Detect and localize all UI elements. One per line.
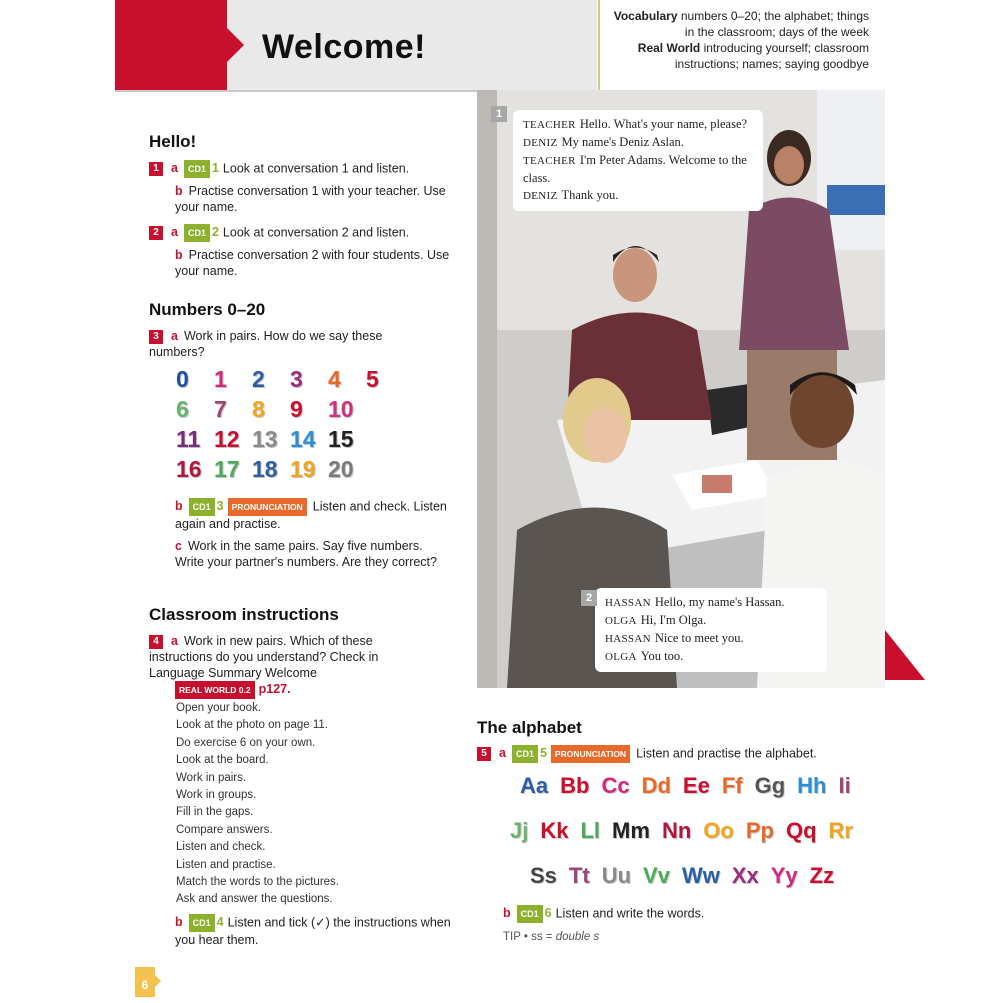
exercise-text: Practise conversation 2 with four students. Use your name. [175, 248, 450, 278]
vocab-content: numbers 0–20; the alphabet; things in the classroom; days of the week [680, 9, 869, 39]
exercise-letter: b [175, 248, 183, 262]
alphabet-letter-pair: Mm [612, 818, 650, 843]
cd-track: 1 [211, 161, 219, 176]
dialogue-text: Nice to meet you. [654, 631, 744, 645]
alphabet-letter-pair: Qq [785, 818, 817, 843]
alphabet-letter-pair: Nn [661, 818, 692, 843]
cd-badge: CD1 [189, 498, 215, 516]
conversation-2-lines [605, 594, 817, 666]
alphabet-row-2 [510, 818, 853, 844]
alphabet-letter-pair: Tt [568, 863, 590, 888]
alphabet-letter-pair: Yy [770, 863, 798, 888]
conversation-1-number: 1 [491, 106, 507, 122]
number-glyph: 17 [214, 456, 240, 482]
number-glyph: 16 [176, 456, 202, 482]
dialogue-text: Hello. What's your name, please? [579, 117, 748, 131]
speaker-name: TEACHER [523, 119, 576, 131]
number-glyph: 19 [290, 456, 316, 482]
cd-badge: CD1 [189, 914, 215, 932]
exercise-text: Work in new pairs. Which of these instructions do you understand? Check in Language Summary Welcome [149, 634, 379, 680]
tip-italic: double s [555, 931, 600, 943]
dialogue-text: My name's Deniz Aslan. [561, 135, 684, 149]
instruction-item: Look at the photo on page 11. [176, 719, 328, 732]
conversation-1-lines [523, 116, 753, 205]
number-glyph: 14 [290, 426, 316, 452]
number-glyph: 10 [328, 396, 354, 422]
numbers-row [176, 366, 406, 396]
page-title: Welcome! [262, 28, 426, 66]
cd-track: 2 [211, 225, 219, 240]
dialogue-line [523, 152, 753, 187]
speaker-name: DENIZ [523, 190, 558, 202]
alphabet-letter-pair: Ll [580, 818, 601, 843]
page-number-arrow [155, 975, 161, 987]
instruction-list [176, 700, 339, 909]
exercise-number: 4 [149, 635, 163, 649]
dialogue-line [605, 594, 817, 612]
tip-note [503, 929, 599, 945]
pronunciation-badge: PRONUNCIATION [551, 745, 630, 763]
pronunciation-badge: PRONUNCIATION [228, 498, 307, 516]
alphabet-letter-pair: Kk [540, 818, 569, 843]
exercise-letter: a [171, 225, 178, 240]
number-glyph: 20 [328, 456, 354, 482]
red-corner-shape [885, 620, 1000, 680]
tip-text: • ss = [523, 931, 556, 943]
number-glyph: 9 [290, 396, 303, 422]
instruction-item: Compare answers. [176, 823, 273, 836]
conversation-2-bubble [595, 588, 827, 672]
exercise-number: 2 [149, 226, 163, 240]
alphabet-letter-pair: Aa [520, 773, 549, 798]
speaker-name: DENIZ [523, 137, 558, 149]
alphabet-letter-pair: Rr [828, 818, 853, 843]
alphabet-letter-pair: Ii [838, 773, 851, 798]
numbers-row [176, 396, 406, 426]
alphabet-heading: The alphabet [477, 718, 582, 737]
exercise-1b [175, 183, 450, 215]
number-glyph: 12 [214, 426, 240, 452]
alphabet-row-3 [530, 863, 834, 889]
exercise-letter: b [175, 915, 183, 930]
numbers-row [176, 456, 406, 486]
exercise-letter: b [175, 184, 183, 198]
alphabet-letter-pair: Pp [745, 818, 774, 843]
vocab-box [598, 0, 887, 90]
exercise-letter: a [171, 634, 178, 648]
instruction-item: Listen and practise. [176, 858, 276, 871]
dialogue-line [605, 630, 817, 648]
alphabet-letter-pair: Bb [560, 773, 590, 798]
dialogue-text: Hi, I'm Olga. [640, 613, 707, 627]
alphabet-letter-pair: Ww [681, 863, 720, 888]
alphabet-letter-pair: Vv [643, 863, 670, 888]
classroom-heading: Classroom instructions [149, 605, 339, 624]
instruction-item: Work in groups. [176, 789, 257, 802]
real-world-badge: REAL WORLD 0.2 [175, 681, 255, 699]
exercise-text: Work in the same pairs. Say five numbers. Write your partner's numbers. Are they correct? [175, 539, 437, 569]
dialogue-line [523, 134, 753, 152]
number-glyph: 8 [252, 396, 265, 422]
numbers-heading: Numbers 0–20 [149, 300, 266, 319]
conversation-1-bubble [513, 110, 763, 211]
number-glyph: 4 [328, 366, 341, 392]
exercise-letter: c [175, 539, 182, 553]
exercise-text: Look at conversation 1 and listen. [222, 161, 410, 176]
exercise-text: Look at conversation 2 and listen. [222, 225, 410, 240]
alphabet-letter-pair: Ff [721, 773, 743, 798]
exercise-4b [175, 914, 455, 948]
alphabet-letter-pair: Zz [809, 863, 835, 888]
exercise-number: 1 [149, 162, 163, 176]
exercise-3b [175, 498, 450, 532]
instruction-item: Listen and check. [176, 841, 266, 854]
instruction-item: Ask and answer the questions. [176, 893, 333, 906]
dialogue-text: You too. [640, 649, 684, 663]
dialogue-text: Hello, my name's Hassan. [654, 595, 785, 609]
instruction-item: Match the words to the pictures. [176, 876, 339, 889]
number-glyph: 7 [214, 396, 227, 422]
cd-badge: CD1 [512, 745, 538, 763]
number-glyph: 6 [176, 396, 189, 422]
page-number: 6 [135, 967, 155, 997]
vocab-text [609, 8, 869, 72]
number-glyph: 3 [290, 366, 303, 392]
exercise-text: Listen and write the words. [555, 906, 705, 921]
alphabet-letter-pair: Ee [682, 773, 710, 798]
exercise-3a [149, 328, 409, 360]
number-glyph: 0 [176, 366, 189, 392]
exercise-4a [149, 633, 419, 699]
header-arrow [227, 28, 244, 62]
dialogue-line [605, 612, 817, 630]
cd-badge: CD1 [517, 905, 543, 923]
alphabet-letter-pair: Oo [703, 818, 734, 843]
alphabet-letter-pair: Cc [601, 773, 630, 798]
numbers-grid [176, 366, 406, 486]
classroom-photo [477, 90, 885, 688]
alphabet-row-1 [520, 773, 851, 799]
speaker-name: HASSAN [605, 633, 651, 645]
exercise-number: 3 [149, 330, 163, 344]
number-glyph: 11 [176, 426, 201, 452]
exercise-text: Listen and practise the alphabet. [636, 746, 817, 761]
exercise-1a [149, 160, 449, 178]
instruction-item: Work in pairs. [176, 771, 247, 784]
number-glyph: 5 [366, 366, 379, 392]
exercise-text: Listen and tick (✓) the instructions when you hear them. [175, 915, 451, 947]
alphabet-letter-pair: Uu [601, 863, 632, 888]
alphabet-letter-pair: Dd [641, 773, 671, 798]
alphabet-letter-pair: Ss [530, 863, 557, 888]
alphabet-letter-pair: Hh [797, 773, 827, 798]
exercise-number: 5 [477, 747, 491, 761]
number-glyph: 18 [252, 456, 278, 482]
exercise-5b [503, 905, 883, 923]
exercise-text: Listen and check. Listen again and practise. [175, 499, 447, 531]
numbers-row [176, 426, 406, 456]
number-glyph: 2 [252, 366, 265, 392]
cd-badge: CD1 [184, 224, 210, 242]
cd-badge: CD1 [184, 160, 210, 178]
exercise-2a [149, 224, 449, 242]
speaker-name: OLGA [605, 651, 637, 663]
instruction-item: Look at the board. [176, 754, 269, 767]
real-world-page: p127. [258, 682, 291, 697]
vocab-label: Vocabulary [613, 9, 678, 23]
dialogue-line [605, 648, 817, 666]
hello-heading: Hello! [149, 132, 197, 151]
instruction-item: Fill in the gaps. [176, 806, 254, 819]
dialogue-line [523, 116, 753, 134]
exercise-text: Work in pairs. How do we say these numbers? [149, 329, 383, 359]
exercise-2b [175, 247, 450, 279]
exercise-5a [477, 745, 877, 763]
exercise-letter: a [171, 161, 178, 176]
cd-track: 5 [539, 746, 547, 761]
exercise-3c [175, 538, 450, 570]
dialogue-line [523, 187, 753, 205]
exercise-text: Practise conversation 1 with your teacher. Use your name. [175, 184, 446, 214]
tip-label: TIP [503, 931, 521, 943]
instruction-item: Do exercise 6 on your own. [176, 736, 316, 749]
cd-track: 3 [216, 499, 224, 514]
speaker-name: TEACHER [523, 155, 576, 167]
number-glyph: 13 [252, 426, 278, 452]
header-red-tab [115, 0, 227, 90]
number-glyph: 1 [214, 366, 227, 392]
dialogue-text: Thank you. [561, 188, 619, 202]
exercise-letter: a [171, 329, 178, 343]
exercise-letter: b [175, 499, 183, 514]
alphabet-letter-pair: Jj [510, 818, 529, 843]
conversation-2-number: 2 [581, 590, 597, 606]
cd-track: 6 [544, 906, 552, 921]
speaker-name: HASSAN [605, 597, 651, 609]
exercise-letter: a [499, 746, 506, 761]
alphabet-letter-pair: Xx [731, 863, 759, 888]
dialogue-text: I'm Peter Adams. Welcome to the class. [523, 153, 747, 185]
number-glyph: 15 [328, 426, 354, 452]
alphabet-letter-pair: Gg [754, 773, 786, 798]
speaker-name: OLGA [605, 615, 637, 627]
realworld-label: Real World [637, 41, 701, 55]
instruction-item: Open your book. [176, 702, 262, 714]
realworld-content: introducing yourself; classroom instructions; names; saying goodbye [674, 41, 869, 71]
cd-track: 4 [216, 915, 224, 930]
exercise-letter: b [503, 906, 511, 921]
